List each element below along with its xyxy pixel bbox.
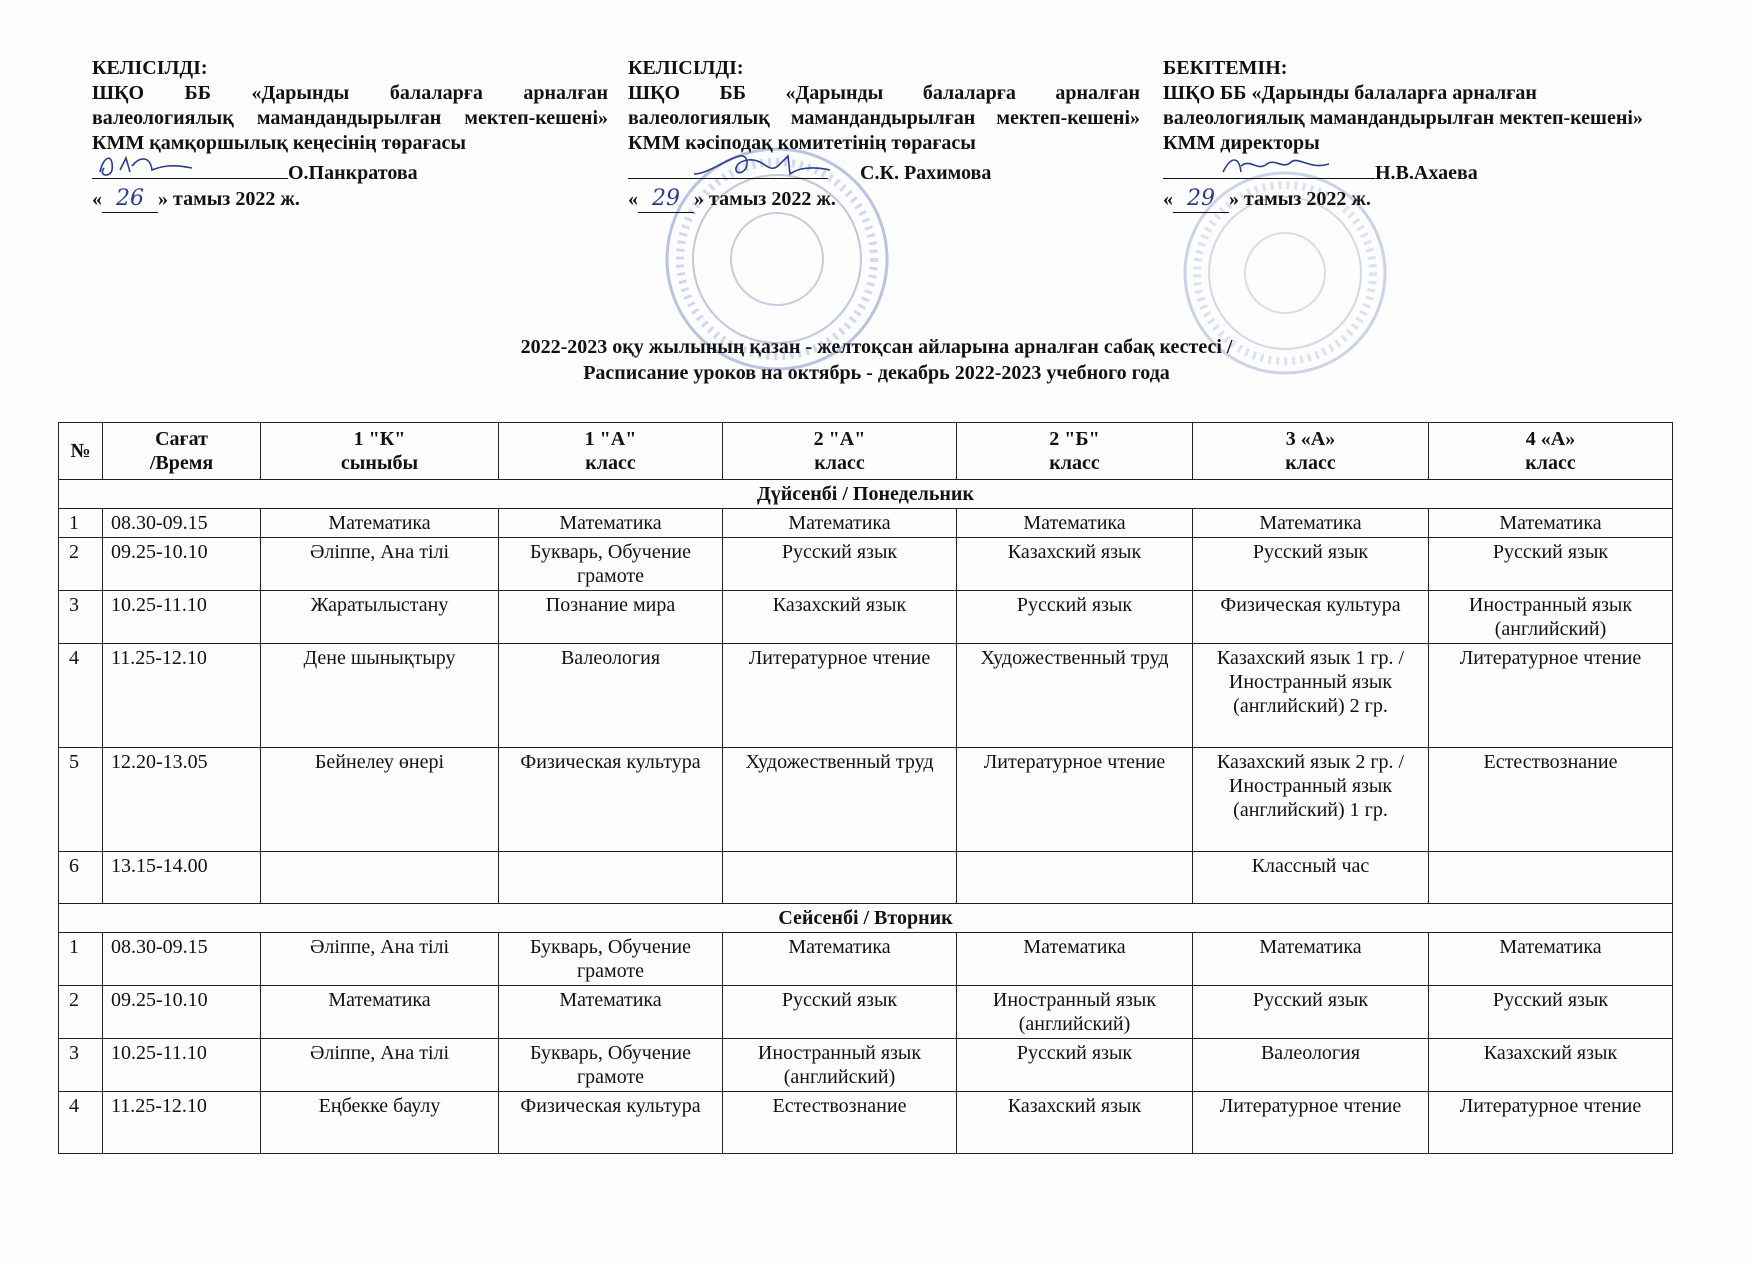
date-day: 29 [652, 186, 680, 211]
lesson-time: 10.25-11.10 [103, 591, 261, 644]
lesson-cell: Художественный труд [957, 644, 1193, 748]
date-day: 26 [116, 186, 144, 211]
approval-date: « 29 » тамыз 2022 ж. [1163, 186, 1371, 211]
lesson-cell: Математика [1193, 509, 1429, 538]
lesson-row [59, 509, 1673, 538]
lesson-time: 10.25-11.10 [103, 1039, 261, 1092]
day-name: Сейсенбі / Вторник [59, 904, 1673, 933]
schedule-table [58, 422, 1673, 1154]
day-header-row [59, 904, 1673, 933]
lesson-number: 1 [59, 933, 103, 986]
lesson-cell: Математика [1429, 933, 1673, 986]
lesson-cell: Математика [499, 509, 723, 538]
column-header: № [59, 423, 103, 480]
approval-label: БЕКІТЕМІН: [1163, 57, 1288, 79]
signature [92, 156, 288, 179]
lesson-row [59, 1092, 1673, 1154]
signature-line [1163, 156, 1656, 186]
lesson-cell: Физическая культура [1193, 591, 1429, 644]
approval-body: ШҚО ББ «Дарынды балаларға арналған валеологиялық мамандандырылған мектеп-кешені» КММ директоры [1163, 82, 1643, 154]
signer-name: О.Панкратова [288, 162, 418, 184]
column-header: 3 «А» класс [1193, 423, 1429, 480]
lesson-cell: Казахский язык [1429, 1039, 1673, 1092]
lesson-time: 11.25-12.10 [103, 644, 261, 748]
lesson-number: 3 [59, 591, 103, 644]
date-day: 29 [1187, 186, 1215, 211]
lesson-row [59, 538, 1673, 591]
lesson-cell: Әліппе, Ана тілі [261, 933, 499, 986]
lesson-cell [261, 852, 499, 904]
lesson-time: 09.25-10.10 [103, 538, 261, 591]
lesson-row [59, 852, 1673, 904]
lesson-cell: Естествознание [723, 1092, 957, 1154]
lesson-cell: Математика [723, 509, 957, 538]
lesson-cell: Математика [1193, 933, 1429, 986]
approval-block-union [628, 56, 1140, 213]
approval-date: « 29 » тамыз 2022 ж. [628, 186, 836, 211]
approval-header [0, 56, 1753, 296]
signature-scrawl-icon [92, 148, 202, 182]
approval-date: « 26 » тамыз 2022 ж. [92, 186, 300, 211]
lesson-cell: Букварь, Обучение грамоте [499, 933, 723, 986]
lesson-cell: Иностранный язык (английский) [1429, 591, 1673, 644]
lesson-number: 2 [59, 986, 103, 1039]
signature-line [92, 156, 608, 186]
lesson-time: 09.25-10.10 [103, 986, 261, 1039]
lesson-cell: Русский язык [1429, 538, 1673, 591]
signature-line [628, 156, 1140, 186]
lesson-cell [499, 852, 723, 904]
lesson-cell: Русский язык [957, 591, 1193, 644]
column-header: 2 "Б" класс [957, 423, 1193, 480]
lesson-cell: Литературное чтение [723, 644, 957, 748]
approval-label: КЕЛІСІЛДІ: [628, 57, 744, 79]
lesson-cell: Литературное чтение [1429, 1092, 1673, 1154]
lesson-time: 08.30-09.15 [103, 933, 261, 986]
signer-name: С.К. Рахимова [860, 162, 992, 184]
lesson-cell [1429, 852, 1673, 904]
lesson-number: 4 [59, 644, 103, 748]
lesson-cell: Математика [261, 509, 499, 538]
lesson-row [59, 748, 1673, 852]
lesson-cell: Букварь, Обучение грамоте [499, 1039, 723, 1092]
column-header: Сағат /Время [103, 423, 261, 480]
lesson-cell: Математика [1429, 509, 1673, 538]
column-header: 1 "А" класс [499, 423, 723, 480]
signer-name: Н.В.Ахаева [1375, 162, 1478, 184]
lesson-cell: Физическая культура [499, 748, 723, 852]
lesson-cell: Казахский язык [957, 538, 1193, 591]
day-header-row [59, 480, 1673, 509]
lesson-cell: Казахский язык [957, 1092, 1193, 1154]
signature-scrawl-icon [1217, 148, 1337, 182]
lesson-cell: Русский язык [723, 986, 957, 1039]
lesson-time: 11.25-12.10 [103, 1092, 261, 1154]
lesson-cell [957, 852, 1193, 904]
lesson-cell: Русский язык [1193, 538, 1429, 591]
lesson-number: 5 [59, 748, 103, 852]
lesson-cell [723, 852, 957, 904]
lesson-cell: Еңбекке баулу [261, 1092, 499, 1154]
column-header: 1 "К" сыныбы [261, 423, 499, 480]
lesson-time: 12.20-13.05 [103, 748, 261, 852]
lesson-cell: Русский язык [1429, 986, 1673, 1039]
approval-block-trustees [92, 56, 608, 213]
lesson-cell: Казахский язык 2 гр. / Иностранный язык (английский) 1 гр. [1193, 748, 1429, 852]
lesson-cell: Математика [723, 933, 957, 986]
lesson-cell: Математика [499, 986, 723, 1039]
lesson-number: 3 [59, 1039, 103, 1092]
lesson-cell: Естествознание [1429, 748, 1673, 852]
lesson-number: 1 [59, 509, 103, 538]
lesson-cell: Литературное чтение [1193, 1092, 1429, 1154]
lesson-number: 2 [59, 538, 103, 591]
lesson-number: 6 [59, 852, 103, 904]
title-kazakh: 2022-2023 оқу жылының қазан - желтоқсан айларына арналған сабақ кестесі / [520, 336, 1233, 358]
lesson-cell: Әліппе, Ана тілі [261, 1039, 499, 1092]
signature-scrawl-icon [688, 148, 838, 182]
lesson-time: 13.15-14.00 [103, 852, 261, 904]
lesson-cell: Математика [957, 509, 1193, 538]
column-header: 2 "А" класс [723, 423, 957, 480]
lesson-cell: Иностранный язык (английский) [723, 1039, 957, 1092]
lesson-cell: Иностранный язык (английский) [957, 986, 1193, 1039]
signature [1163, 156, 1375, 179]
approval-body: ШҚО ББ «Дарынды балаларға арналған валеологиялық мамандандырылған мектеп-кешені» КММ кәсіподақ комитетінің төрағасы [628, 82, 1140, 154]
title-russian: Расписание уроков на октябрь - декабрь 2022-2023 учебного года [583, 362, 1170, 384]
column-header: 4 «А» класс [1429, 423, 1673, 480]
lesson-row [59, 1039, 1673, 1092]
signature [628, 156, 828, 179]
approval-block-director [1163, 56, 1656, 213]
lesson-cell: Русский язык [1193, 986, 1429, 1039]
lesson-cell: Валеология [1193, 1039, 1429, 1092]
lesson-cell: Бейнелеу өнері [261, 748, 499, 852]
lesson-cell: Литературное чтение [957, 748, 1193, 852]
lesson-cell: Математика [261, 986, 499, 1039]
document-title [0, 334, 1753, 386]
lesson-number: 4 [59, 1092, 103, 1154]
lesson-cell: Классный час [1193, 852, 1429, 904]
lesson-cell: Казахский язык 1 гр. / Иностранный язык (английский) 2 гр. [1193, 644, 1429, 748]
lesson-cell: Художественный труд [723, 748, 957, 852]
lesson-row [59, 986, 1673, 1039]
lesson-cell: Русский язык [957, 1039, 1193, 1092]
table-header-row [59, 423, 1673, 480]
lesson-row [59, 644, 1673, 748]
lesson-cell: Физическая культура [499, 1092, 723, 1154]
lesson-cell: Казахский язык [723, 591, 957, 644]
approval-label: КЕЛІСІЛДІ: [92, 57, 208, 79]
lesson-cell: Русский язык [723, 538, 957, 591]
approval-body: ШҚО ББ «Дарынды балаларға арналған валеологиялық мамандандырылған мектеп-кешені» КММ қамқоршылық кеңесінің төрағасы [92, 82, 608, 154]
lesson-cell: Букварь, Обучение грамоте [499, 538, 723, 591]
lesson-cell: Жаратылыстану [261, 591, 499, 644]
lesson-row [59, 591, 1673, 644]
lesson-cell: Математика [957, 933, 1193, 986]
lesson-cell: Познание мира [499, 591, 723, 644]
lesson-cell: Дене шынықтыру [261, 644, 499, 748]
lesson-row [59, 933, 1673, 986]
lesson-time: 08.30-09.15 [103, 509, 261, 538]
day-name: Дүйсенбі / Понедельник [59, 480, 1673, 509]
lesson-cell: Литературное чтение [1429, 644, 1673, 748]
lesson-cell: Әліппе, Ана тілі [261, 538, 499, 591]
lesson-cell: Валеология [499, 644, 723, 748]
